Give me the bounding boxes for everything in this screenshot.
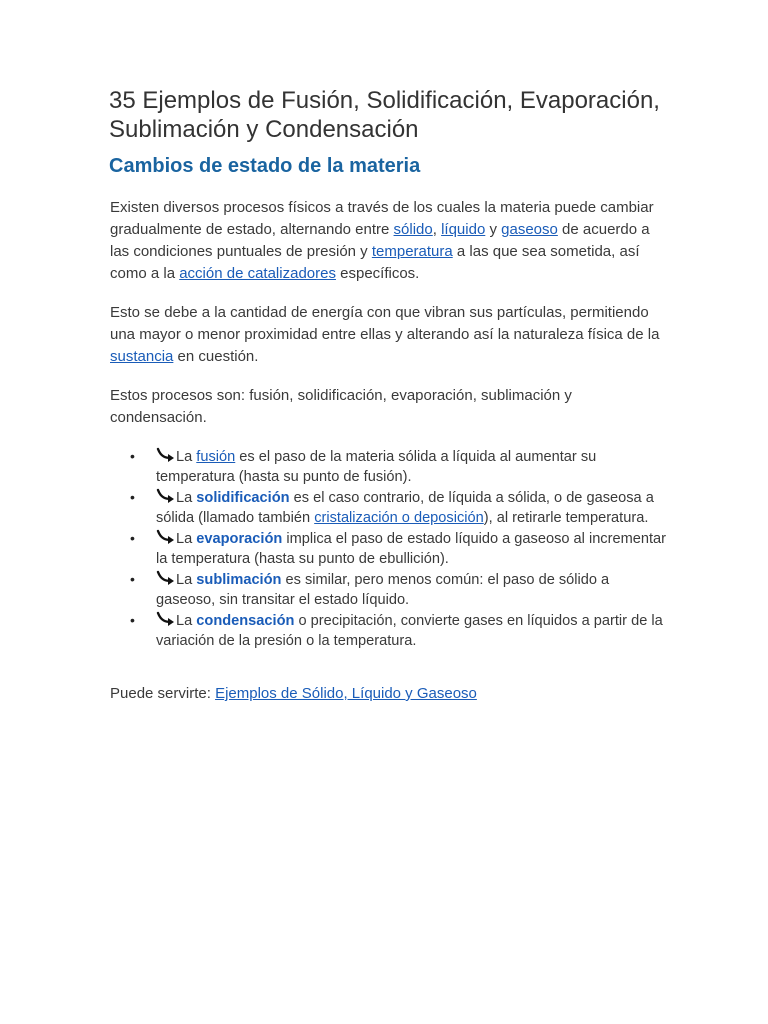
bullet-dot: • [130, 448, 135, 464]
paragraph-text: específicos. [335, 265, 420, 282]
item-text: La [176, 613, 197, 629]
term-solidificacion: solidificación [196, 490, 290, 506]
link-fusion[interactable]: fusión [196, 449, 236, 465]
paragraph-text: Existen diversos procesos físicos a través de los cuales la materia puede cambiar gradualmente de estado, alternando entre [110, 199, 654, 238]
bullet-dot: • [130, 571, 135, 587]
link-sustancia[interactable]: sustancia [110, 348, 174, 365]
item-text: o precipitación, convierte gases en líquidos a partir de la variación de la presión o la temperatura. [156, 613, 663, 649]
term-evaporacion: evaporación [196, 531, 283, 547]
curved-right-arrow-icon [156, 611, 176, 627]
list-item-condensacion [110, 611, 666, 651]
paragraph-text: de acuerdo a las condiciones puntuales de presión y [110, 221, 650, 260]
link-liquido[interactable]: líquido [441, 221, 486, 238]
section-subtitle: Cambios de estado de la materia [109, 155, 421, 177]
item-text: implica el paso de estado líquido a gaseoso al incrementar la temperatura (hasta su punto de ebullición). [156, 531, 667, 567]
curved-right-arrow-icon [156, 447, 176, 463]
paragraph-text: en cuestión. [173, 348, 259, 365]
curved-right-arrow-icon [156, 488, 176, 504]
page-title: 35 Ejemplos de Fusión, Solidificación, Evaporación, Sublimación y Condensación [109, 87, 660, 143]
curved-right-arrow-icon [156, 529, 176, 545]
paragraph-processes: Estos procesos son: fusión, solidificación, evaporación, sublimación y condensación. [110, 387, 572, 426]
item-text: ), al retirarle temperatura. [483, 509, 649, 526]
link-cristalizacion[interactable]: cristalización o deposición [314, 509, 484, 526]
paragraph-text: a las que sea sometida, así como a la [110, 243, 640, 282]
list-item-fusion [110, 447, 666, 487]
bullet-dot: • [130, 530, 135, 546]
link-gaseoso[interactable]: gaseoso [501, 221, 558, 238]
item-text: La [176, 490, 197, 506]
item-text: La [176, 449, 197, 465]
footer-related [110, 683, 670, 705]
link-temperatura[interactable]: temperatura [371, 243, 453, 260]
link-ejemplos-solido-liquido-gaseoso[interactable]: Ejemplos de Sólido, Líquido y Gaseoso [215, 685, 477, 702]
term-sublimacion: sublimación [196, 572, 282, 588]
paragraph-text: , [432, 221, 442, 238]
process-list [110, 447, 666, 652]
link-solido[interactable]: sólido [393, 221, 433, 238]
item-text: La [176, 531, 197, 547]
bullet-dot: • [130, 489, 135, 505]
bullet-dot: • [130, 612, 135, 628]
list-item-evaporacion [110, 529, 666, 569]
item-text: es similar, pero menos común: el paso de sólido a gaseoso, sin transitar el estado líquido. [156, 572, 610, 608]
item-text: es el paso de la materia sólida a líquida al aumentar su temperatura (hasta su punto de fusión). [156, 449, 597, 485]
item-text: La [176, 572, 197, 588]
item-text: es el caso contrario, de líquida a sólida, o de gaseosa a sólida (llamado también [156, 490, 654, 526]
list-item-solidificacion [110, 488, 666, 528]
paragraph-intro [110, 197, 670, 285]
paragraph-text: y [485, 221, 502, 238]
footer-label: Puede servirte: [110, 685, 216, 702]
paragraph-energy [110, 302, 670, 368]
list-item-sublimacion [110, 570, 666, 610]
curved-right-arrow-icon [156, 570, 176, 586]
term-condensacion: condensación [196, 613, 295, 629]
paragraph-text: Esto se debe a la cantidad de energía con que vibran sus partículas, permitiendo una mayor o menor proximidad entre ellas y alterando así la naturaleza física de la [110, 304, 660, 343]
link-catalizadores[interactable]: acción de catalizadores [179, 265, 336, 282]
